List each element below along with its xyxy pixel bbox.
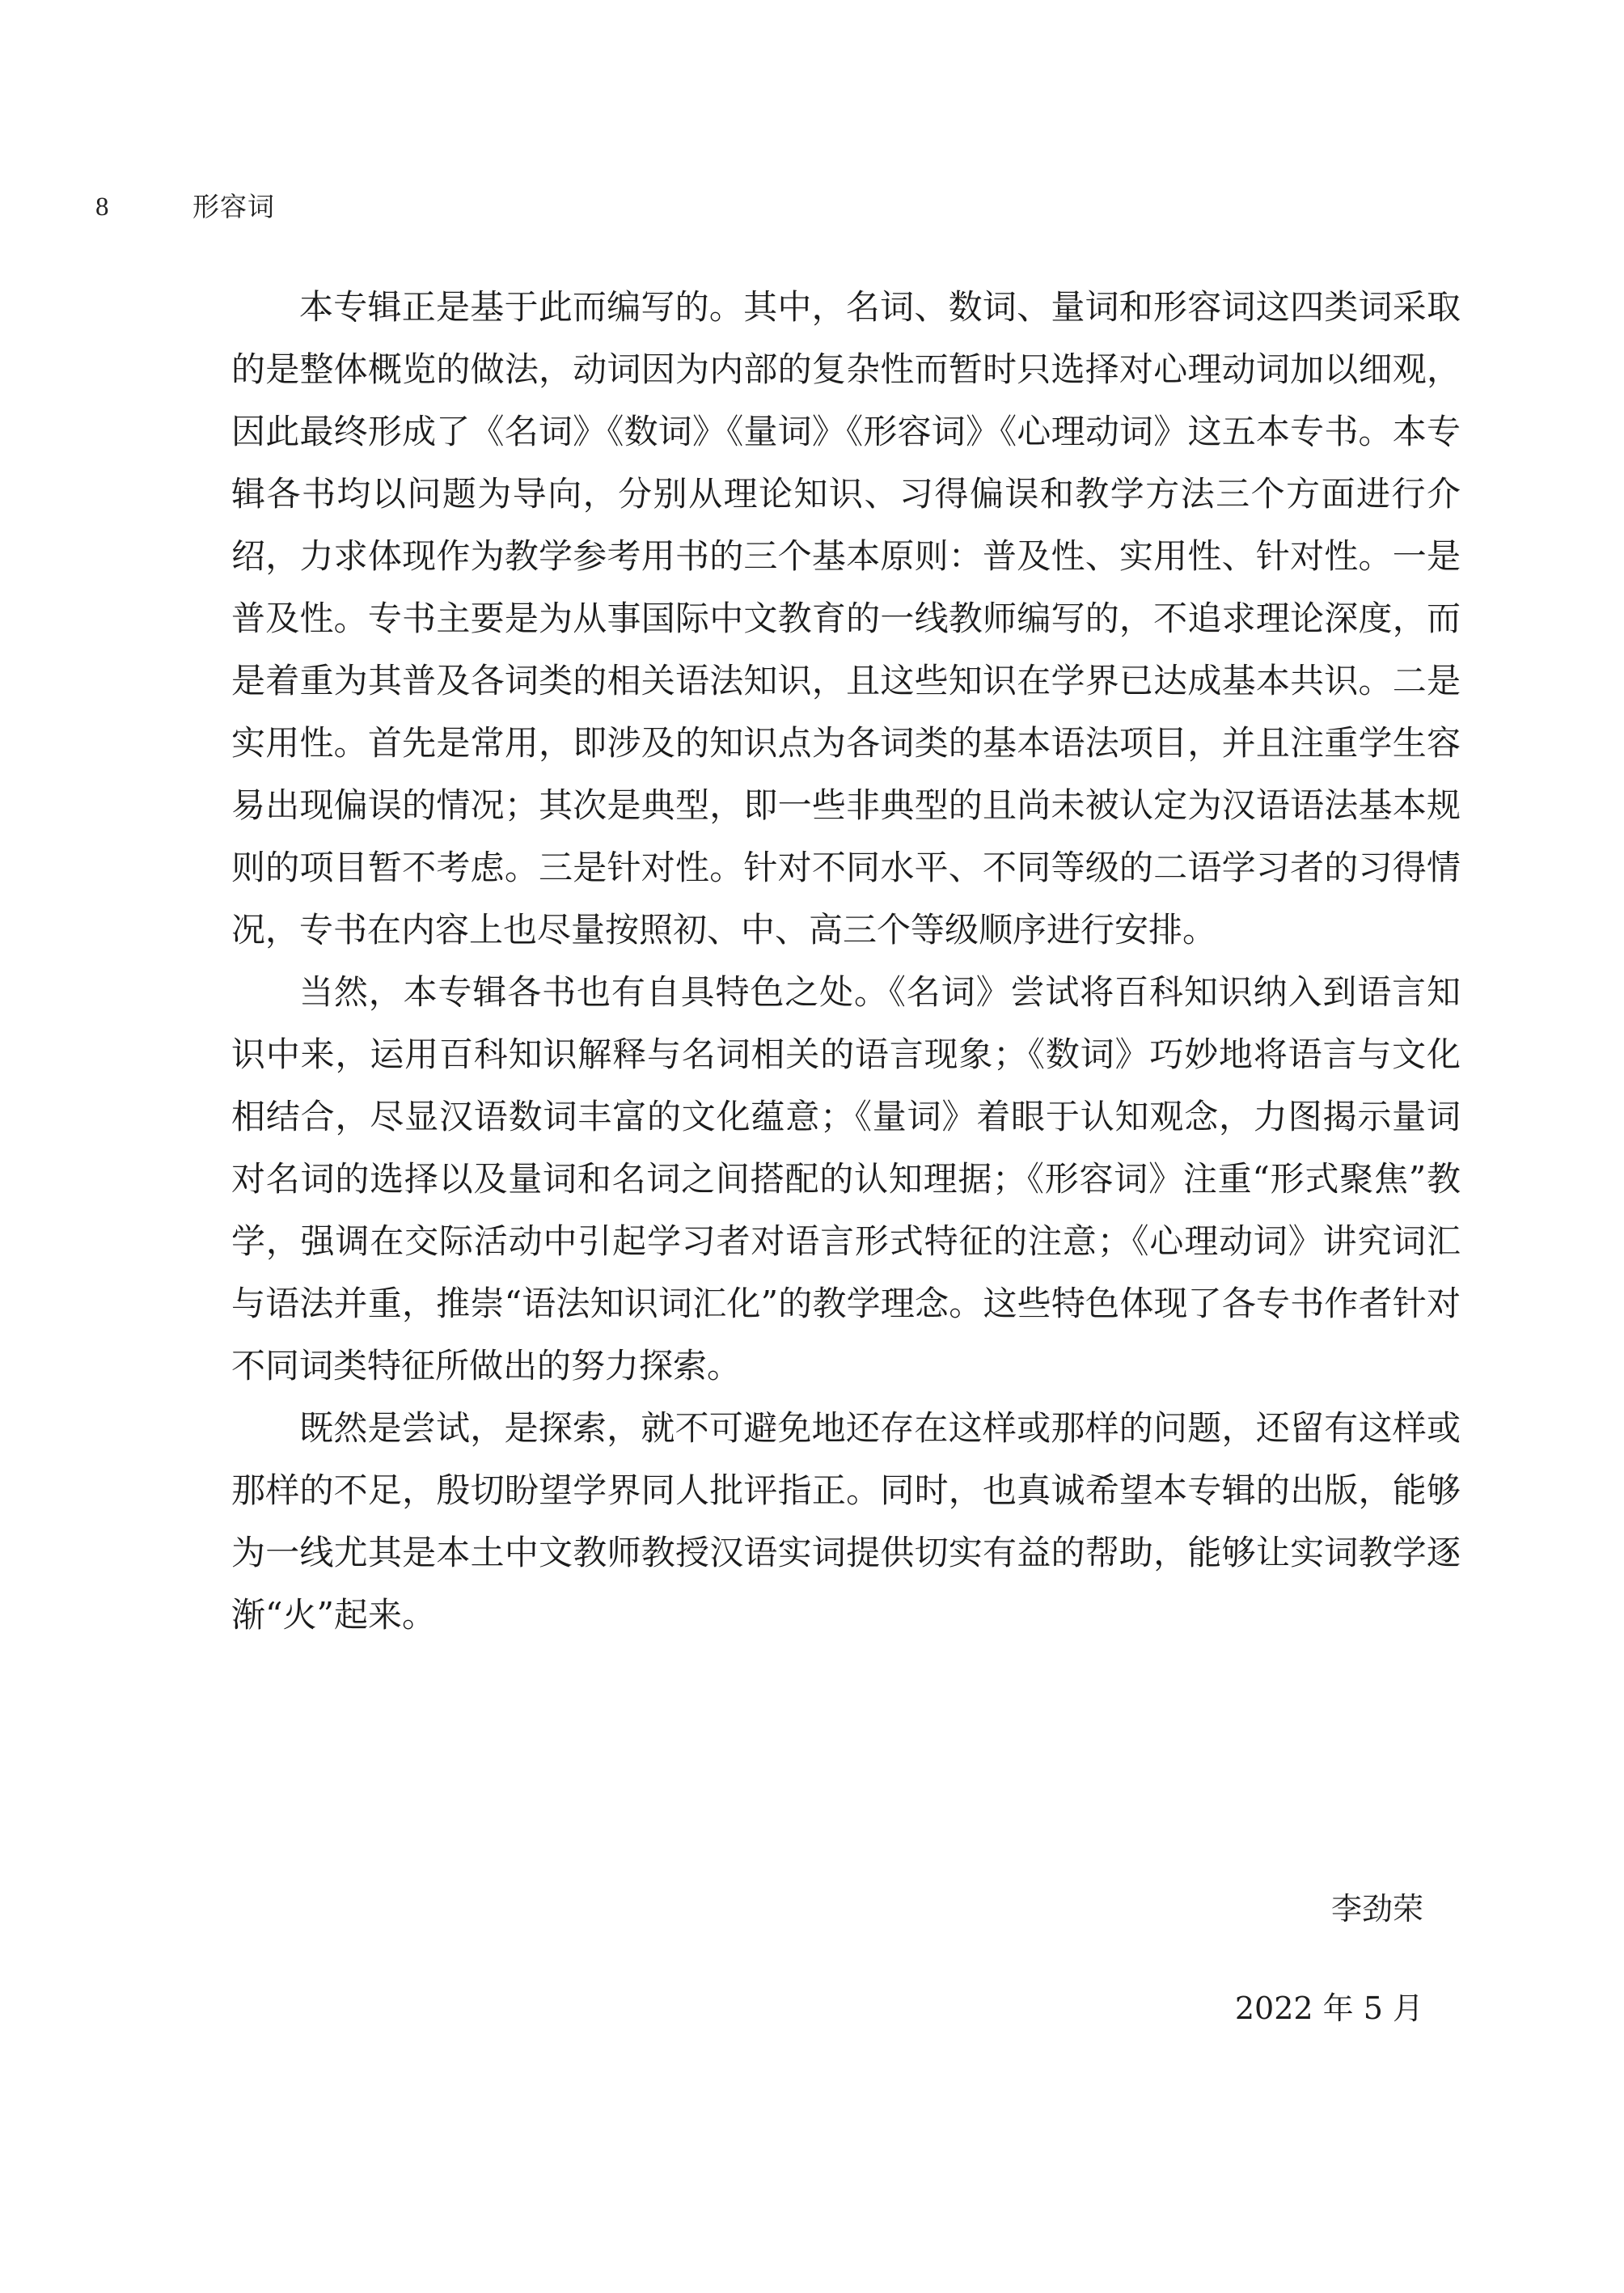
running-header (95, 187, 275, 227)
author-signature: 李劲荣 (1330, 1891, 1423, 1927)
page-number: 8 (95, 192, 109, 222)
paragraph-1: 本专辑正是基于此而编写的。其中，名词、数词、量词和形容词这四类词采取的是整体概览的做法，动词因为内部的复杂性而暂时只选择对心理动词加以细观，因此最终形成了《名词》《数词》《量词》《形容词》《心理动词》这五本专书。本专辑各书均以问题为导向，分别从理论知识、习得偏误和教学方法三个方面进行介绍，力求体现作为教学参考用书的三个基本原则：普及性、实用性、针对性。一是普及性。专书主要是为从事国际中文教育的一线教师编写的，不追求理论深度，而是着重为其普及各词类的相关语法知识，且这些知识在学界已达成基本共识。二是实用性。首先是常用，即涉及的知识点为各词类的基本语法项目，并且注重学生容易出现偏误的情况；其次是典型，即一些非典型的且尚未被认定为汉语语法基本规则的项目暂不考虑。三是针对性。针对不同水平、不同等级的二语学习者的习得情况，专书在内容上也尽量按照初、中、高三个等级顺序进行安排。 (231, 287, 1461, 950)
running-title: 形容词 (192, 191, 275, 222)
paragraph-2: 当然，本专辑各书也有自具特色之处。《名词》尝试将百科知识纳入到语言知识中来，运用百科知识解释与名词相关的语言现象；《数词》巧妙地将语言与文化相结合，尽显汉语数词丰富的文化蕴意；《量词》着眼于认知观念，力图揭示量词对名词的选择以及量词和名词之间搭配的认知理据；《形容词》注重“形式聚焦”教学，强调在交际活动中引起学习者对语言形式特征的注意；《心理动词》讲究词汇与语法并重，推崇“语法知识词汇化”的教学理念。这些特色体现了各专书作者针对不同词类特征所做出的努力探索。 (231, 972, 1461, 1386)
signature-date: 2022 年 5 月 (1234, 1991, 1423, 2026)
main-text (231, 276, 1461, 1877)
paragraph-3: 既然是尝试，是探索，就不可避免地还存在这样或那样的问题，还留有这样或那样的不足，殷切盼望学界同人批评指正。同时，也真诚希望本专辑的出版，能够为一线尤其是本土中文教师教授汉语实词提供切实有益的帮助，能够让实词教学逐渐“火”起来。 (231, 1408, 1461, 1635)
